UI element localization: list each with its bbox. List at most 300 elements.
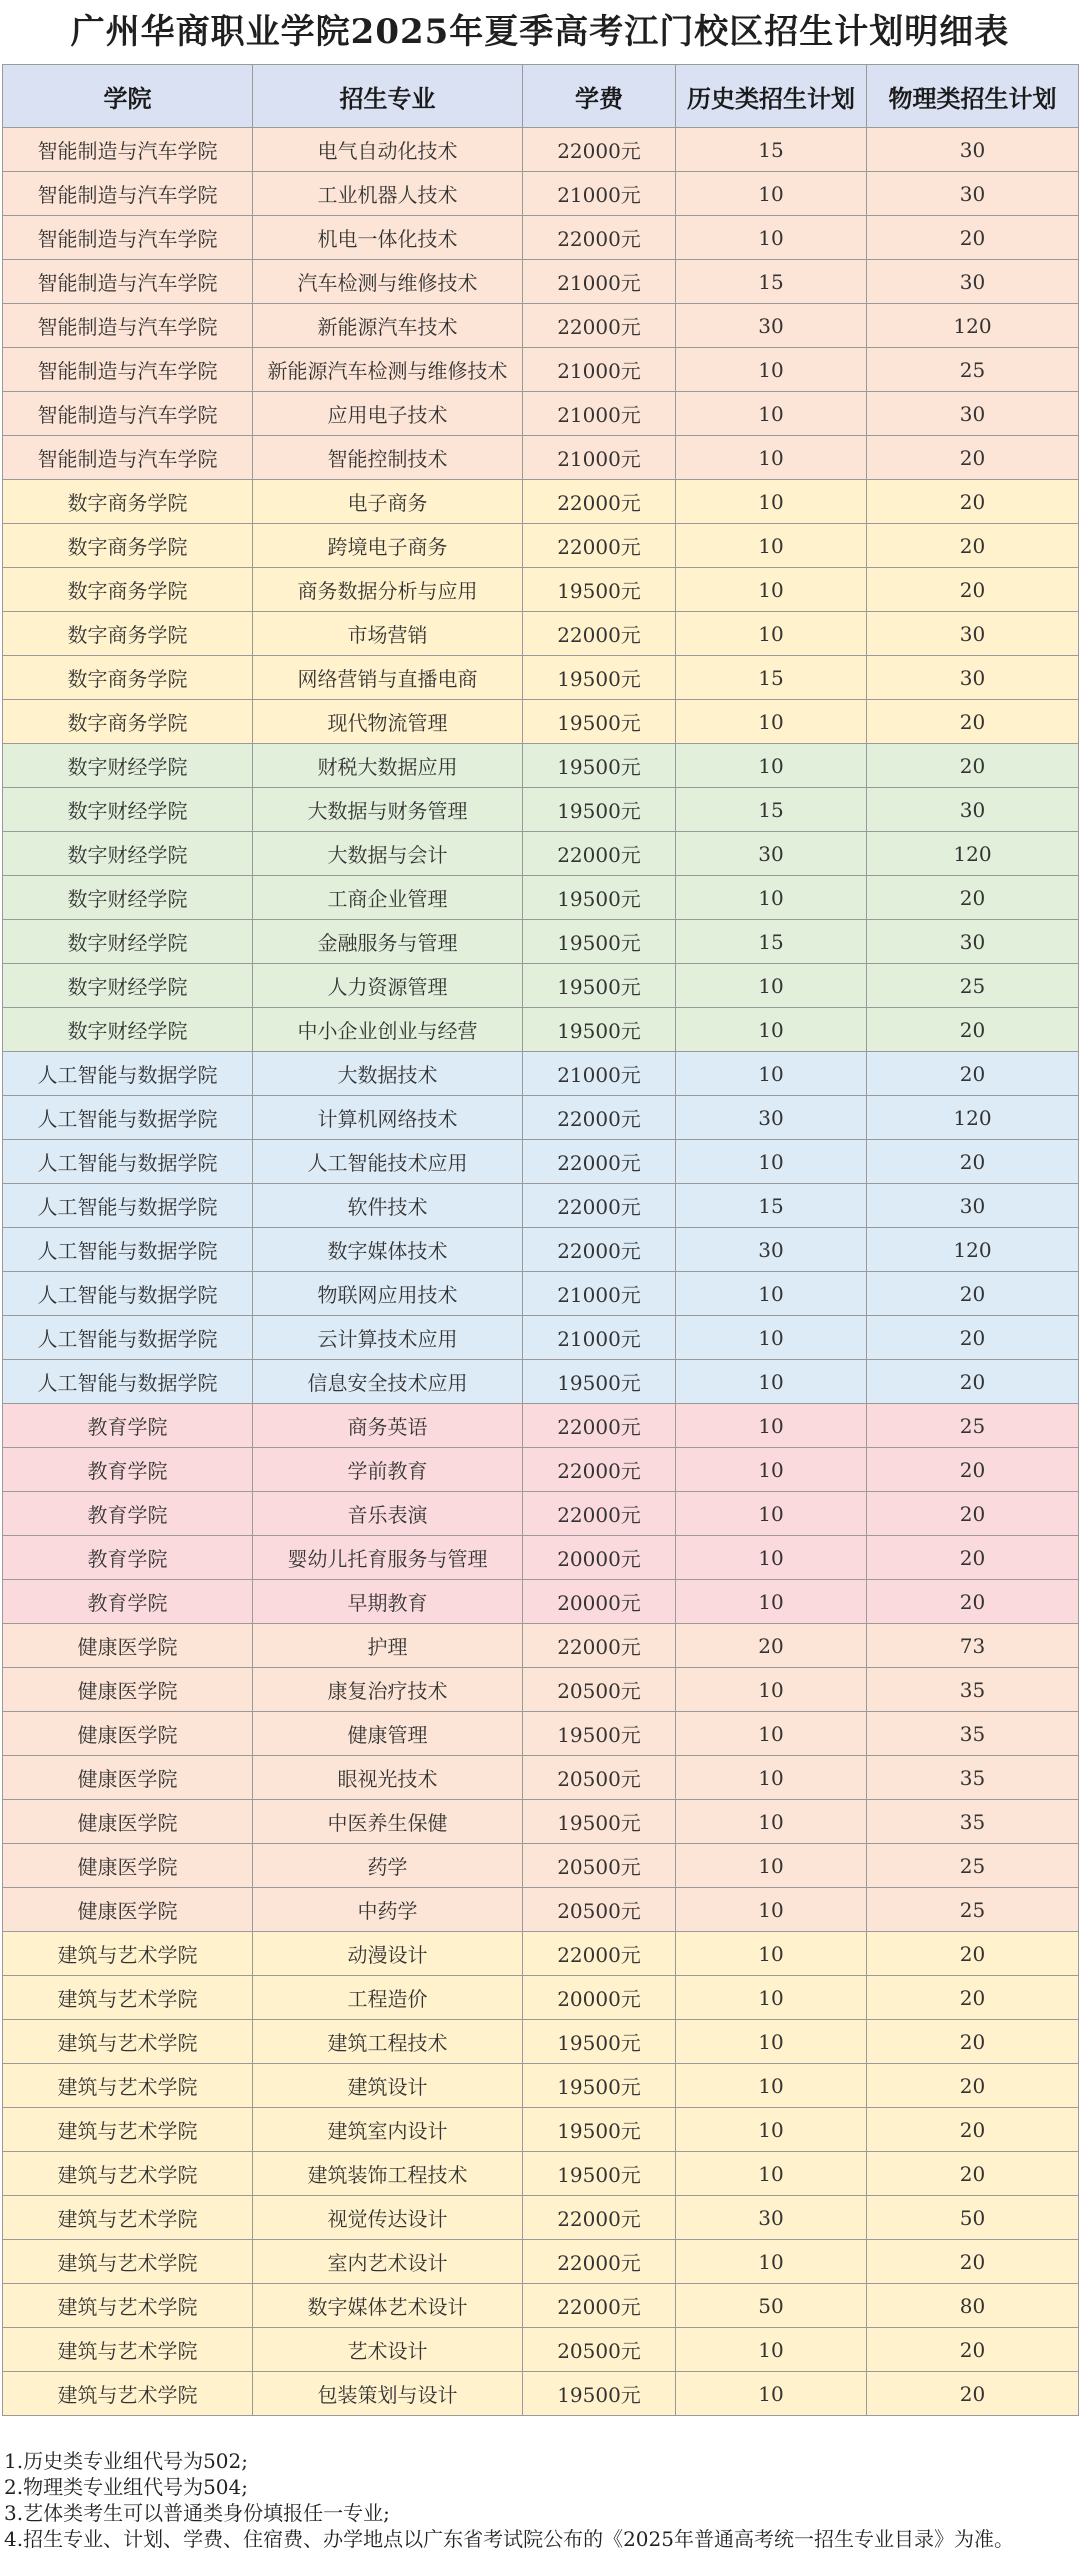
table-row (3, 2240, 1079, 2284)
cell-college: 数字财经学院 (3, 876, 253, 920)
cell-history-plan: 10 (676, 2152, 867, 2196)
table-row (3, 128, 1079, 172)
cell-major: 中小企业创业与经营 (253, 1008, 523, 1052)
cell-tuition: 21000元 (523, 1272, 676, 1316)
cell-physics-plan: 35 (867, 1800, 1079, 1844)
cell-history-plan: 10 (676, 744, 867, 788)
table-row (3, 2196, 1079, 2240)
cell-history-plan: 10 (676, 700, 867, 744)
cell-history-plan: 30 (676, 304, 867, 348)
cell-college: 人工智能与数据学院 (3, 1360, 253, 1404)
cell-major: 音乐表演 (253, 1492, 523, 1536)
cell-major: 物联网应用技术 (253, 1272, 523, 1316)
cell-history-plan: 10 (676, 1580, 867, 1624)
cell-tuition: 20500元 (523, 1888, 676, 1932)
cell-tuition: 19500元 (523, 876, 676, 920)
cell-tuition: 22000元 (523, 1404, 676, 1448)
cell-tuition: 21000元 (523, 348, 676, 392)
table-row (3, 832, 1079, 876)
column-header-history-plan: 历史类招生计划 (676, 65, 867, 128)
table-row (3, 612, 1079, 656)
table-row (3, 1580, 1079, 1624)
cell-tuition: 22000元 (523, 832, 676, 876)
cell-college: 建筑与艺术学院 (3, 2328, 253, 2372)
cell-college: 数字商务学院 (3, 524, 253, 568)
cell-physics-plan: 20 (867, 524, 1079, 568)
cell-physics-plan: 20 (867, 1536, 1079, 1580)
cell-college: 智能制造与汽车学院 (3, 348, 253, 392)
cell-tuition: 20500元 (523, 1844, 676, 1888)
cell-tuition: 19500元 (523, 700, 676, 744)
cell-physics-plan: 20 (867, 2108, 1079, 2152)
cell-college: 建筑与艺术学院 (3, 2240, 253, 2284)
cell-major: 早期教育 (253, 1580, 523, 1624)
cell-history-plan: 30 (676, 1228, 867, 1272)
cell-college: 人工智能与数据学院 (3, 1316, 253, 1360)
cell-tuition: 22000元 (523, 1184, 676, 1228)
cell-physics-plan: 20 (867, 1976, 1079, 2020)
cell-college: 数字商务学院 (3, 568, 253, 612)
cell-tuition: 20000元 (523, 1976, 676, 2020)
cell-physics-plan: 30 (867, 260, 1079, 304)
cell-tuition: 22000元 (523, 1624, 676, 1668)
cell-history-plan: 15 (676, 788, 867, 832)
cell-physics-plan: 80 (867, 2284, 1079, 2328)
cell-tuition: 19500元 (523, 1712, 676, 1756)
cell-history-plan: 10 (676, 876, 867, 920)
cell-major: 中药学 (253, 1888, 523, 1932)
cell-history-plan: 10 (676, 612, 867, 656)
cell-college: 健康医学院 (3, 1624, 253, 1668)
table-row (3, 2020, 1079, 2064)
cell-tuition: 19500元 (523, 568, 676, 612)
cell-college: 建筑与艺术学院 (3, 2284, 253, 2328)
cell-tuition: 22000元 (523, 1228, 676, 1272)
cell-tuition: 19500元 (523, 2064, 676, 2108)
cell-major: 机电一体化技术 (253, 216, 523, 260)
cell-physics-plan: 30 (867, 788, 1079, 832)
cell-physics-plan: 30 (867, 656, 1079, 700)
cell-major: 商务数据分析与应用 (253, 568, 523, 612)
cell-tuition: 22000元 (523, 216, 676, 260)
cell-major: 建筑工程技术 (253, 2020, 523, 2064)
cell-physics-plan: 35 (867, 1712, 1079, 1756)
note-item: 4.招生专业、计划、学费、住宿费、办学地点以广东省考试院公布的《2025年普通高考统一招生专业目录》为准。 (4, 2527, 1014, 2551)
cell-college: 数字商务学院 (3, 700, 253, 744)
cell-physics-plan: 20 (867, 2372, 1079, 2416)
cell-physics-plan: 20 (867, 436, 1079, 480)
cell-tuition: 21000元 (523, 1316, 676, 1360)
cell-major: 建筑设计 (253, 2064, 523, 2108)
cell-major: 工商企业管理 (253, 876, 523, 920)
table-row (3, 1184, 1079, 1228)
cell-college: 人工智能与数据学院 (3, 1228, 253, 1272)
cell-college: 数字商务学院 (3, 656, 253, 700)
page-title: 广州华商职业学院2025年夏季高考江门校区招生计划明细表 (70, 12, 1010, 52)
cell-physics-plan: 30 (867, 172, 1079, 216)
cell-history-plan: 10 (676, 568, 867, 612)
table-row (3, 1492, 1079, 1536)
cell-tuition: 20500元 (523, 1756, 676, 1800)
column-header-tuition: 学费 (523, 65, 676, 128)
cell-college: 建筑与艺术学院 (3, 1932, 253, 1976)
table-header-row (3, 65, 1079, 128)
cell-college: 建筑与艺术学院 (3, 2196, 253, 2240)
cell-major: 商务英语 (253, 1404, 523, 1448)
cell-college: 建筑与艺术学院 (3, 1976, 253, 2020)
cell-college: 人工智能与数据学院 (3, 1272, 253, 1316)
cell-tuition: 19500元 (523, 1008, 676, 1052)
cell-college: 人工智能与数据学院 (3, 1096, 253, 1140)
cell-major: 智能控制技术 (253, 436, 523, 480)
cell-tuition: 19500元 (523, 656, 676, 700)
cell-history-plan: 10 (676, 1976, 867, 2020)
table-row (3, 1712, 1079, 1756)
cell-major: 电气自动化技术 (253, 128, 523, 172)
cell-major: 跨境电子商务 (253, 524, 523, 568)
cell-college: 建筑与艺术学院 (3, 2108, 253, 2152)
cell-tuition: 22000元 (523, 304, 676, 348)
table-row (3, 1096, 1079, 1140)
cell-physics-plan: 30 (867, 920, 1079, 964)
table-row (3, 1624, 1079, 1668)
cell-history-plan: 30 (676, 1096, 867, 1140)
cell-history-plan: 10 (676, 964, 867, 1008)
cell-history-plan: 10 (676, 1360, 867, 1404)
cell-history-plan: 10 (676, 480, 867, 524)
cell-physics-plan: 120 (867, 1228, 1079, 1272)
cell-major: 婴幼儿托育服务与管理 (253, 1536, 523, 1580)
cell-major: 室内艺术设计 (253, 2240, 523, 2284)
table-row (3, 656, 1079, 700)
cell-physics-plan: 20 (867, 876, 1079, 920)
cell-college: 数字财经学院 (3, 832, 253, 876)
table-row (3, 700, 1079, 744)
table-row (3, 1404, 1079, 1448)
table-row (3, 1140, 1079, 1184)
cell-history-plan: 30 (676, 2196, 867, 2240)
table-row (3, 260, 1079, 304)
table-row (3, 964, 1079, 1008)
cell-major: 市场营销 (253, 612, 523, 656)
cell-college: 建筑与艺术学院 (3, 2020, 253, 2064)
cell-physics-plan: 35 (867, 1756, 1079, 1800)
cell-physics-plan: 20 (867, 2152, 1079, 2196)
column-header-college: 学院 (3, 65, 253, 128)
cell-college: 教育学院 (3, 1404, 253, 1448)
cell-physics-plan: 25 (867, 1404, 1079, 1448)
cell-history-plan: 10 (676, 2064, 867, 2108)
cell-history-plan: 10 (676, 436, 867, 480)
cell-major: 新能源汽车技术 (253, 304, 523, 348)
cell-college: 健康医学院 (3, 1712, 253, 1756)
cell-tuition: 19500元 (523, 788, 676, 832)
cell-physics-plan: 20 (867, 1492, 1079, 1536)
cell-physics-plan: 20 (867, 700, 1079, 744)
table-row (3, 1668, 1079, 1712)
cell-tuition: 22000元 (523, 2196, 676, 2240)
cell-history-plan: 10 (676, 2372, 867, 2416)
table-row (3, 1052, 1079, 1096)
table-row (3, 436, 1079, 480)
cell-college: 数字财经学院 (3, 744, 253, 788)
cell-major: 建筑装饰工程技术 (253, 2152, 523, 2196)
cell-history-plan: 20 (676, 1624, 867, 1668)
column-header-major: 招生专业 (253, 65, 523, 128)
table-row (3, 568, 1079, 612)
cell-physics-plan: 20 (867, 1316, 1079, 1360)
cell-college: 人工智能与数据学院 (3, 1140, 253, 1184)
table-row (3, 1360, 1079, 1404)
cell-history-plan: 10 (676, 1668, 867, 1712)
cell-history-plan: 10 (676, 1272, 867, 1316)
cell-tuition: 22000元 (523, 1140, 676, 1184)
table-row (3, 2328, 1079, 2372)
cell-major: 电子商务 (253, 480, 523, 524)
cell-major: 康复治疗技术 (253, 1668, 523, 1712)
cell-history-plan: 10 (676, 524, 867, 568)
cell-college: 健康医学院 (3, 1844, 253, 1888)
cell-tuition: 22000元 (523, 128, 676, 172)
cell-major: 护理 (253, 1624, 523, 1668)
cell-college: 教育学院 (3, 1448, 253, 1492)
cell-physics-plan: 50 (867, 2196, 1079, 2240)
cell-major: 数字媒体技术 (253, 1228, 523, 1272)
cell-tuition: 22000元 (523, 480, 676, 524)
table-row (3, 1800, 1079, 1844)
table-row (3, 1932, 1079, 1976)
cell-history-plan: 10 (676, 216, 867, 260)
cell-physics-plan: 20 (867, 1448, 1079, 1492)
cell-college: 建筑与艺术学院 (3, 2372, 253, 2416)
cell-tuition: 19500元 (523, 2372, 676, 2416)
cell-tuition: 21000元 (523, 172, 676, 216)
cell-tuition: 21000元 (523, 1052, 676, 1096)
cell-history-plan: 10 (676, 1800, 867, 1844)
cell-tuition: 22000元 (523, 1448, 676, 1492)
cell-tuition: 21000元 (523, 392, 676, 436)
cell-major: 云计算技术应用 (253, 1316, 523, 1360)
cell-tuition: 20000元 (523, 1580, 676, 1624)
table-row (3, 304, 1079, 348)
table-row (3, 1844, 1079, 1888)
cell-tuition: 22000元 (523, 1932, 676, 1976)
table-row (3, 1228, 1079, 1272)
cell-history-plan: 10 (676, 1008, 867, 1052)
cell-college: 数字财经学院 (3, 920, 253, 964)
cell-major: 计算机网络技术 (253, 1096, 523, 1140)
cell-physics-plan: 25 (867, 964, 1079, 1008)
cell-physics-plan: 120 (867, 304, 1079, 348)
table-row (3, 920, 1079, 964)
cell-tuition: 22000元 (523, 2240, 676, 2284)
table-row (3, 2372, 1079, 2416)
cell-physics-plan: 20 (867, 1272, 1079, 1316)
cell-major: 大数据与财务管理 (253, 788, 523, 832)
cell-major: 包装策划与设计 (253, 2372, 523, 2416)
cell-tuition: 19500元 (523, 2108, 676, 2152)
cell-tuition: 19500元 (523, 2020, 676, 2064)
cell-history-plan: 10 (676, 2240, 867, 2284)
cell-tuition: 19500元 (523, 964, 676, 1008)
cell-physics-plan: 30 (867, 392, 1079, 436)
cell-major: 新能源汽车检测与维修技术 (253, 348, 523, 392)
cell-physics-plan: 25 (867, 1888, 1079, 1932)
cell-college: 智能制造与汽车学院 (3, 304, 253, 348)
cell-history-plan: 10 (676, 1536, 867, 1580)
cell-college: 智能制造与汽车学院 (3, 172, 253, 216)
cell-major: 学前教育 (253, 1448, 523, 1492)
cell-college: 健康医学院 (3, 1800, 253, 1844)
cell-college: 智能制造与汽车学院 (3, 436, 253, 480)
cell-physics-plan: 30 (867, 612, 1079, 656)
table-row (3, 172, 1079, 216)
cell-college: 智能制造与汽车学院 (3, 260, 253, 304)
cell-tuition: 19500元 (523, 2152, 676, 2196)
table-row (3, 348, 1079, 392)
cell-physics-plan: 20 (867, 2240, 1079, 2284)
cell-major: 艺术设计 (253, 2328, 523, 2372)
cell-tuition: 19500元 (523, 744, 676, 788)
cell-history-plan: 15 (676, 1184, 867, 1228)
table-row (3, 1008, 1079, 1052)
cell-tuition: 22000元 (523, 524, 676, 568)
cell-history-plan: 10 (676, 348, 867, 392)
cell-history-plan: 10 (676, 1316, 867, 1360)
cell-major: 人力资源管理 (253, 964, 523, 1008)
table-row (3, 392, 1079, 436)
cell-college: 智能制造与汽车学院 (3, 216, 253, 260)
cell-tuition: 22000元 (523, 1096, 676, 1140)
cell-history-plan: 15 (676, 656, 867, 700)
cell-physics-plan: 20 (867, 568, 1079, 612)
note-item: 2.物理类专业组代号为504; (4, 2475, 248, 2499)
cell-physics-plan: 20 (867, 744, 1079, 788)
cell-college: 数字商务学院 (3, 612, 253, 656)
cell-history-plan: 10 (676, 1052, 867, 1096)
cell-tuition: 22000元 (523, 612, 676, 656)
table-row (3, 1536, 1079, 1580)
cell-major: 工业机器人技术 (253, 172, 523, 216)
cell-college: 数字财经学院 (3, 1008, 253, 1052)
cell-major: 现代物流管理 (253, 700, 523, 744)
table-row (3, 1316, 1079, 1360)
cell-tuition: 19500元 (523, 920, 676, 964)
cell-history-plan: 50 (676, 2284, 867, 2328)
cell-tuition: 20500元 (523, 2328, 676, 2372)
column-header-physics-plan: 物理类招生计划 (867, 65, 1079, 128)
table-row (3, 1448, 1079, 1492)
cell-history-plan: 10 (676, 1756, 867, 1800)
cell-major: 眼视光技术 (253, 1756, 523, 1800)
table-row (3, 2152, 1079, 2196)
cell-college: 数字财经学院 (3, 788, 253, 832)
cell-history-plan: 10 (676, 1448, 867, 1492)
cell-college: 建筑与艺术学院 (3, 2152, 253, 2196)
cell-college: 数字财经学院 (3, 964, 253, 1008)
cell-college: 智能制造与汽车学院 (3, 392, 253, 436)
cell-major: 建筑室内设计 (253, 2108, 523, 2152)
cell-physics-plan: 120 (867, 1096, 1079, 1140)
table-row (3, 1888, 1079, 1932)
cell-major: 健康管理 (253, 1712, 523, 1756)
cell-tuition: 22000元 (523, 2284, 676, 2328)
table-row (3, 2064, 1079, 2108)
cell-college: 人工智能与数据学院 (3, 1052, 253, 1096)
cell-tuition: 20500元 (523, 1668, 676, 1712)
table-row (3, 744, 1079, 788)
cell-history-plan: 10 (676, 172, 867, 216)
cell-major: 软件技术 (253, 1184, 523, 1228)
cell-college: 健康医学院 (3, 1756, 253, 1800)
cell-history-plan: 30 (676, 832, 867, 876)
cell-tuition: 19500元 (523, 1360, 676, 1404)
cell-physics-plan: 25 (867, 1844, 1079, 1888)
cell-physics-plan: 20 (867, 480, 1079, 524)
cell-major: 汽车检测与维修技术 (253, 260, 523, 304)
cell-major: 大数据与会计 (253, 832, 523, 876)
table-row (3, 2284, 1079, 2328)
cell-major: 数字媒体艺术设计 (253, 2284, 523, 2328)
cell-physics-plan: 20 (867, 1932, 1079, 1976)
cell-major: 工程造价 (253, 1976, 523, 2020)
cell-major: 应用电子技术 (253, 392, 523, 436)
table-row (3, 1756, 1079, 1800)
cell-physics-plan: 20 (867, 1052, 1079, 1096)
note-item: 3.艺体类考生可以普通类身份填报任一专业; (4, 2501, 390, 2525)
cell-college: 教育学院 (3, 1580, 253, 1624)
cell-college: 教育学院 (3, 1492, 253, 1536)
cell-physics-plan: 20 (867, 216, 1079, 260)
cell-physics-plan: 20 (867, 1140, 1079, 1184)
table-row (3, 788, 1079, 832)
cell-physics-plan: 20 (867, 1580, 1079, 1624)
cell-major: 网络营销与直播电商 (253, 656, 523, 700)
cell-college: 健康医学院 (3, 1668, 253, 1712)
cell-physics-plan: 30 (867, 128, 1079, 172)
cell-major: 人工智能技术应用 (253, 1140, 523, 1184)
cell-tuition: 21000元 (523, 260, 676, 304)
cell-college: 教育学院 (3, 1536, 253, 1580)
notes-section (0, 2438, 1080, 2562)
table-row (3, 480, 1079, 524)
table-body (3, 128, 1079, 2416)
cell-college: 人工智能与数据学院 (3, 1184, 253, 1228)
cell-history-plan: 10 (676, 1492, 867, 1536)
cell-major: 财税大数据应用 (253, 744, 523, 788)
cell-physics-plan: 20 (867, 2064, 1079, 2108)
cell-tuition: 20000元 (523, 1536, 676, 1580)
cell-history-plan: 10 (676, 1140, 867, 1184)
cell-college: 健康医学院 (3, 1888, 253, 1932)
note-item: 1.历史类专业组代号为502; (4, 2449, 248, 2473)
table-row (3, 876, 1079, 920)
cell-history-plan: 10 (676, 2020, 867, 2064)
cell-history-plan: 15 (676, 128, 867, 172)
cell-physics-plan: 25 (867, 348, 1079, 392)
enrollment-plan-table (2, 64, 1079, 2416)
cell-college: 智能制造与汽车学院 (3, 128, 253, 172)
cell-history-plan: 10 (676, 1404, 867, 1448)
cell-physics-plan: 20 (867, 2020, 1079, 2064)
cell-history-plan: 15 (676, 920, 867, 964)
cell-major: 中医养生保健 (253, 1800, 523, 1844)
cell-major: 视觉传达设计 (253, 2196, 523, 2240)
cell-history-plan: 10 (676, 1712, 867, 1756)
cell-college: 数字商务学院 (3, 480, 253, 524)
cell-college: 建筑与艺术学院 (3, 2064, 253, 2108)
cell-physics-plan: 20 (867, 2328, 1079, 2372)
